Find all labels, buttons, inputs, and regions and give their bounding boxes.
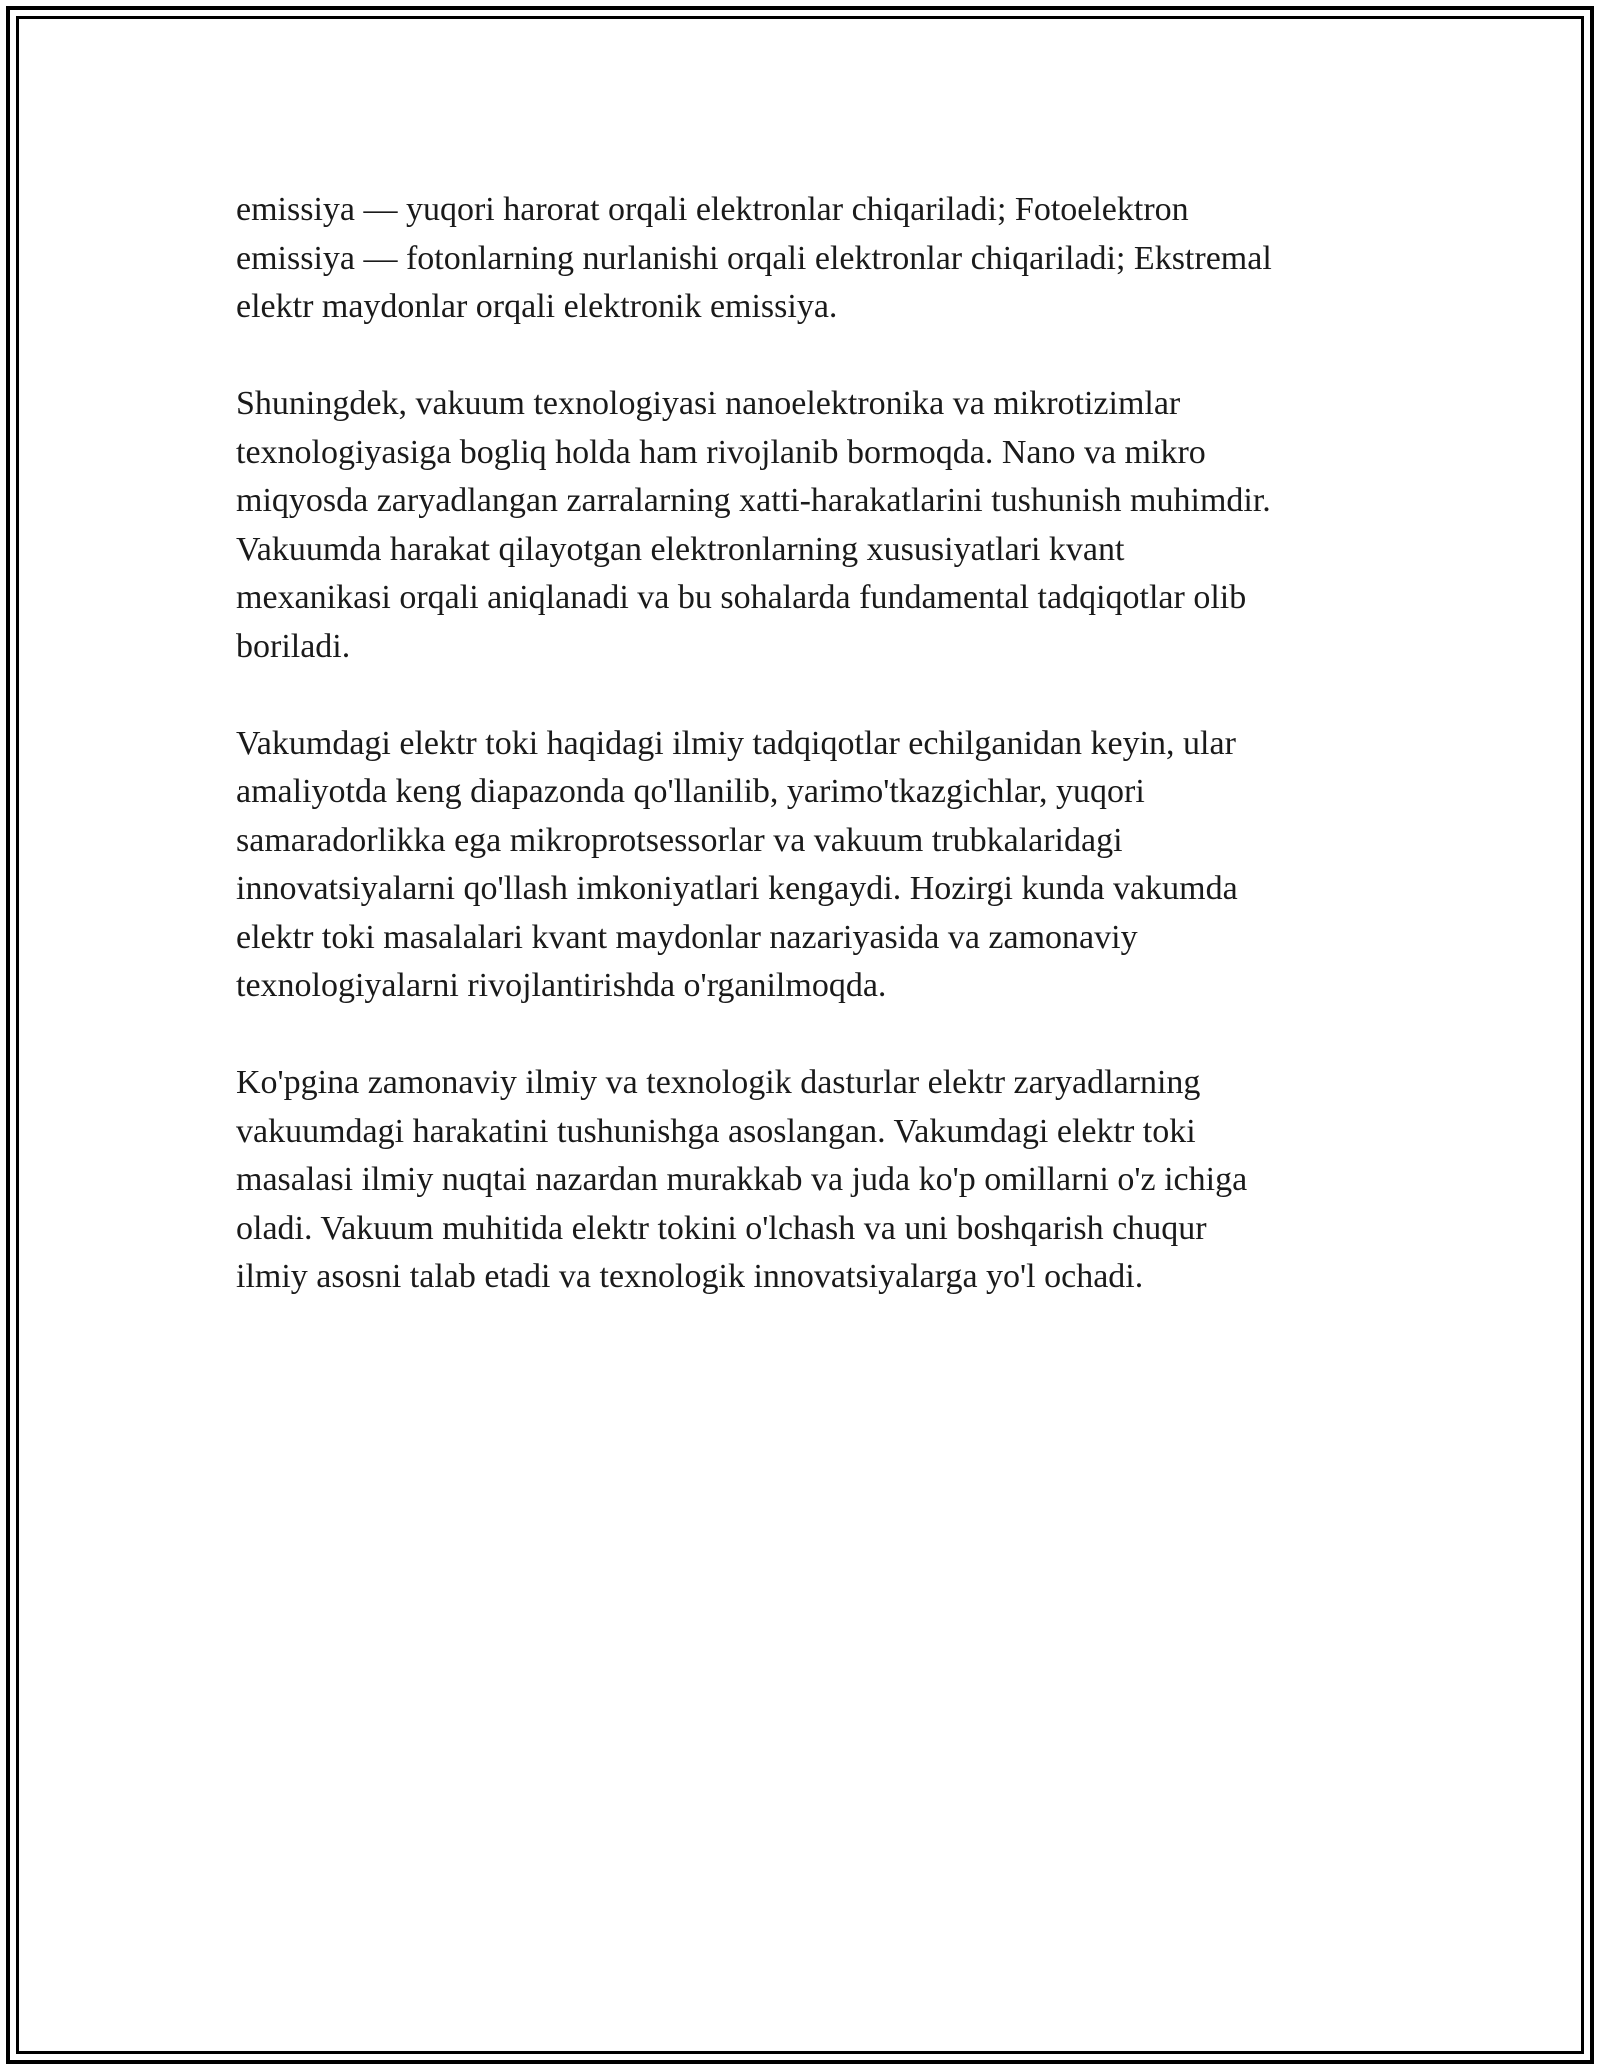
paragraph-line: ilmiy asosni talab etadi va texnologik innovatsiyalarga yo'l ochadi.	[236, 1258, 1144, 1295]
paragraph-line: Vakuumda harakat qilayotgan elektronlarning xususiyatlari kvant	[236, 530, 1125, 568]
paragraph-line: elektr toki masalalari kvant maydonlar nazariyasida va zamonaviy	[236, 918, 1138, 956]
paragraph-2	[236, 380, 1366, 671]
paragraph-line: innovatsiyalarni qo'llash imkoniyatlari kengaydi. Hozirgi kunda vakumda	[236, 870, 1238, 907]
paragraph-4	[236, 1059, 1366, 1302]
paragraph-line: mexanikasi orqali aniqlanadi va bu sohalarda fundamental tadqiqotlar olib	[236, 579, 1247, 616]
paragraph-line: elektr maydonlar orqali elektronik emissiya.	[236, 288, 838, 325]
paragraph-line: miqyosda zaryadlangan zarralarning xatti-harakatlarini tushunish muhimdir.	[236, 482, 1271, 519]
paragraph-line: emissiya — fotonlarning nurlanishi orqali elektronlar chiqariladi; Ekstremal	[236, 239, 1272, 277]
document-body	[236, 186, 1366, 1350]
paragraph-line: Vakumdagi elektr toki haqidagi ilmiy tadqiqotlar echilganidan keyin, ular	[236, 724, 1236, 762]
paragraph-1	[236, 186, 1366, 332]
paragraph-3	[236, 720, 1366, 1011]
paragraph-line: texnologiyalarni rivojlantirishda o'rganilmoqda.	[236, 967, 887, 1004]
paragraph-line: oladi. Vakuum muhitida elektr tokini o'lchash va uni boshqarish chuqur	[236, 1209, 1207, 1247]
paragraph-line: emissiya — yuqori harorat orqali elektronlar chiqariladi; Fotoelektron	[236, 191, 1189, 228]
paragraph-line: texnologiyasiga bogliq holda ham rivojlanib bormoqda. Nano va mikro	[236, 433, 1206, 471]
paragraph-line: Ko'pgina zamonaviy ilmiy va texnologik dasturlar elektr zaryadlarning	[236, 1064, 1201, 1101]
paragraph-line: Shuningdek, vakuum texnologiyasi nanoelektronika va mikrotizimlar	[236, 385, 1181, 422]
paragraph-line: amaliyotda keng diapazonda qo'llanilib, yarimo'tkazgichlar, yuqori	[236, 773, 1145, 810]
paragraph-line: vakuumdagi harakatini tushunishga asoslangan. Vakumdagi elektr toki	[236, 1112, 1196, 1150]
paragraph-line: boriladi.	[236, 627, 351, 665]
paragraph-line: masalasi ilmiy nuqtai nazardan murakkab va juda ko'p omillarni o'z ichiga	[236, 1161, 1248, 1198]
paragraph-line: samaradorlikka ega mikroprotsessorlar va vakuum trubkalaridagi	[236, 821, 1123, 859]
